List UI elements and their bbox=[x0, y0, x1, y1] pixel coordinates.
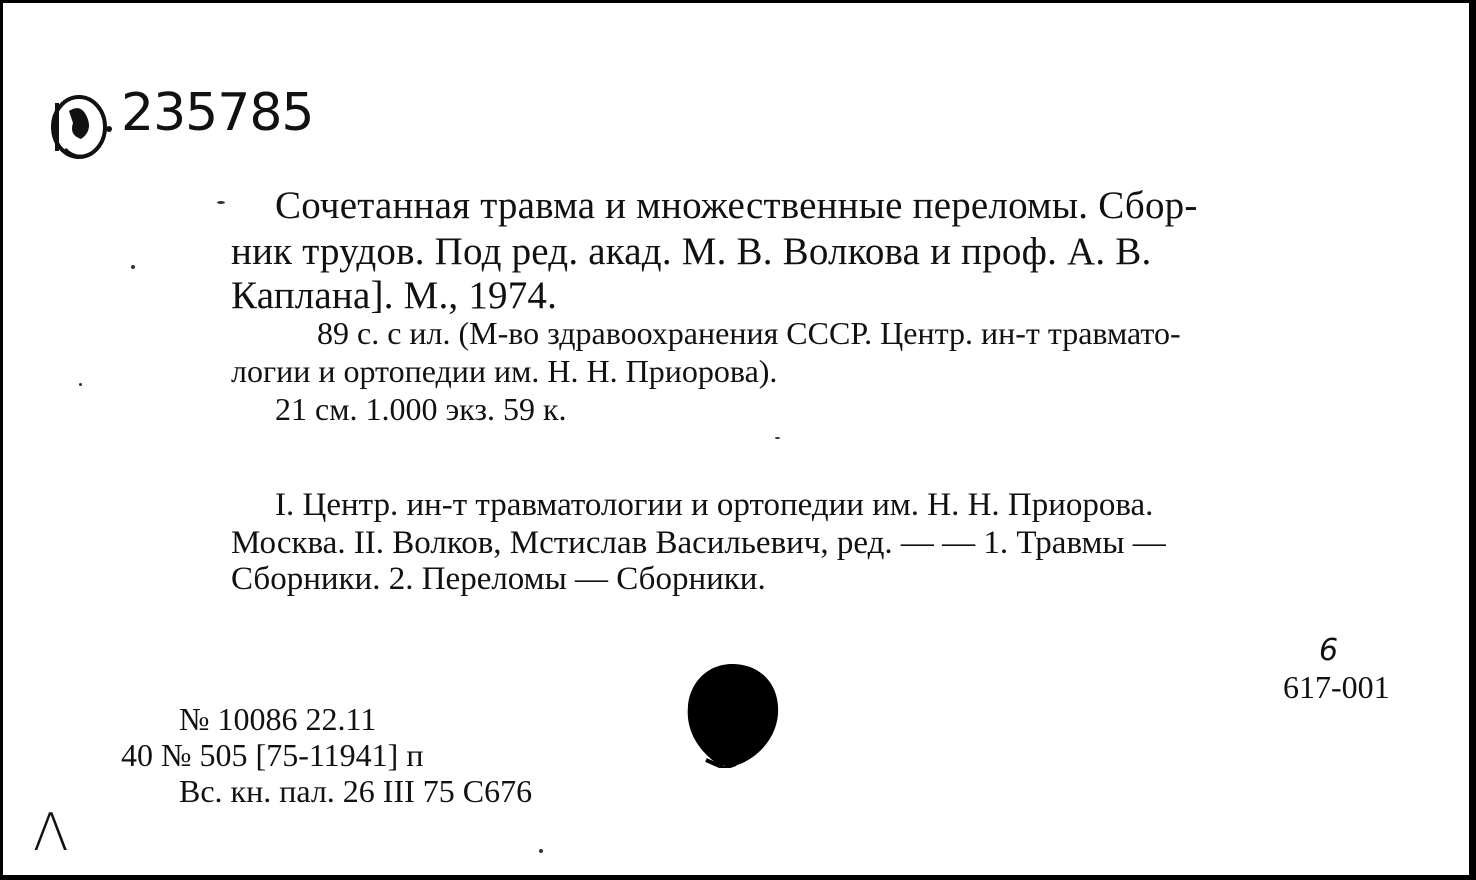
description-line-3: 21 см. 1.000 экз. 59 к. bbox=[275, 391, 567, 427]
ink-blot bbox=[684, 660, 780, 768]
handwritten-corner-mark: Λ bbox=[33, 803, 69, 863]
subjects-line-3: Сборники. 2. Переломы — Сборники. bbox=[231, 561, 766, 597]
title-line-3: Каплана]. М., 1974. bbox=[231, 274, 558, 317]
title-line-2: ник трудов. Под ред. акад. М. В. Волкова и проф. А. В. bbox=[231, 230, 1152, 273]
description-line-2: логии и ортопедии им. Н. Н. Приорова). bbox=[231, 353, 778, 389]
card-number: 235785 bbox=[121, 83, 314, 143]
scan-speck bbox=[131, 265, 135, 269]
footer-line-2: 40 № 505 [75-11941] п bbox=[121, 737, 424, 773]
handwritten-correction: 6 bbox=[1319, 633, 1339, 668]
subjects-line-2: Москва. II. Волков, Мстислав Васильевич, ред. — — 1. Травмы — bbox=[231, 525, 1166, 561]
scan-speck bbox=[217, 201, 225, 204]
scan-speck bbox=[79, 383, 82, 386]
footer-line-1: № 10086 22.11 bbox=[179, 701, 377, 737]
scan-speck bbox=[775, 437, 780, 439]
title-line-1: Сочетанная травма и множественные переломы. Сбор- bbox=[275, 184, 1198, 227]
scan-speck bbox=[539, 849, 543, 853]
classification-code: 617-001 bbox=[1283, 669, 1390, 705]
subjects-line-1: I. Центр. ин-т травматологии и ортопедии им. Н. Н. Приорова. bbox=[275, 487, 1154, 523]
footer-line-3: Вс. кн. пал. 26 III 75 С676 bbox=[179, 773, 533, 809]
library-stamp-icon bbox=[47, 89, 113, 169]
description-line-1: 89 с. с ил. (М-во здравоохранения СССР. Центр. ин-т травмато- bbox=[317, 315, 1181, 351]
